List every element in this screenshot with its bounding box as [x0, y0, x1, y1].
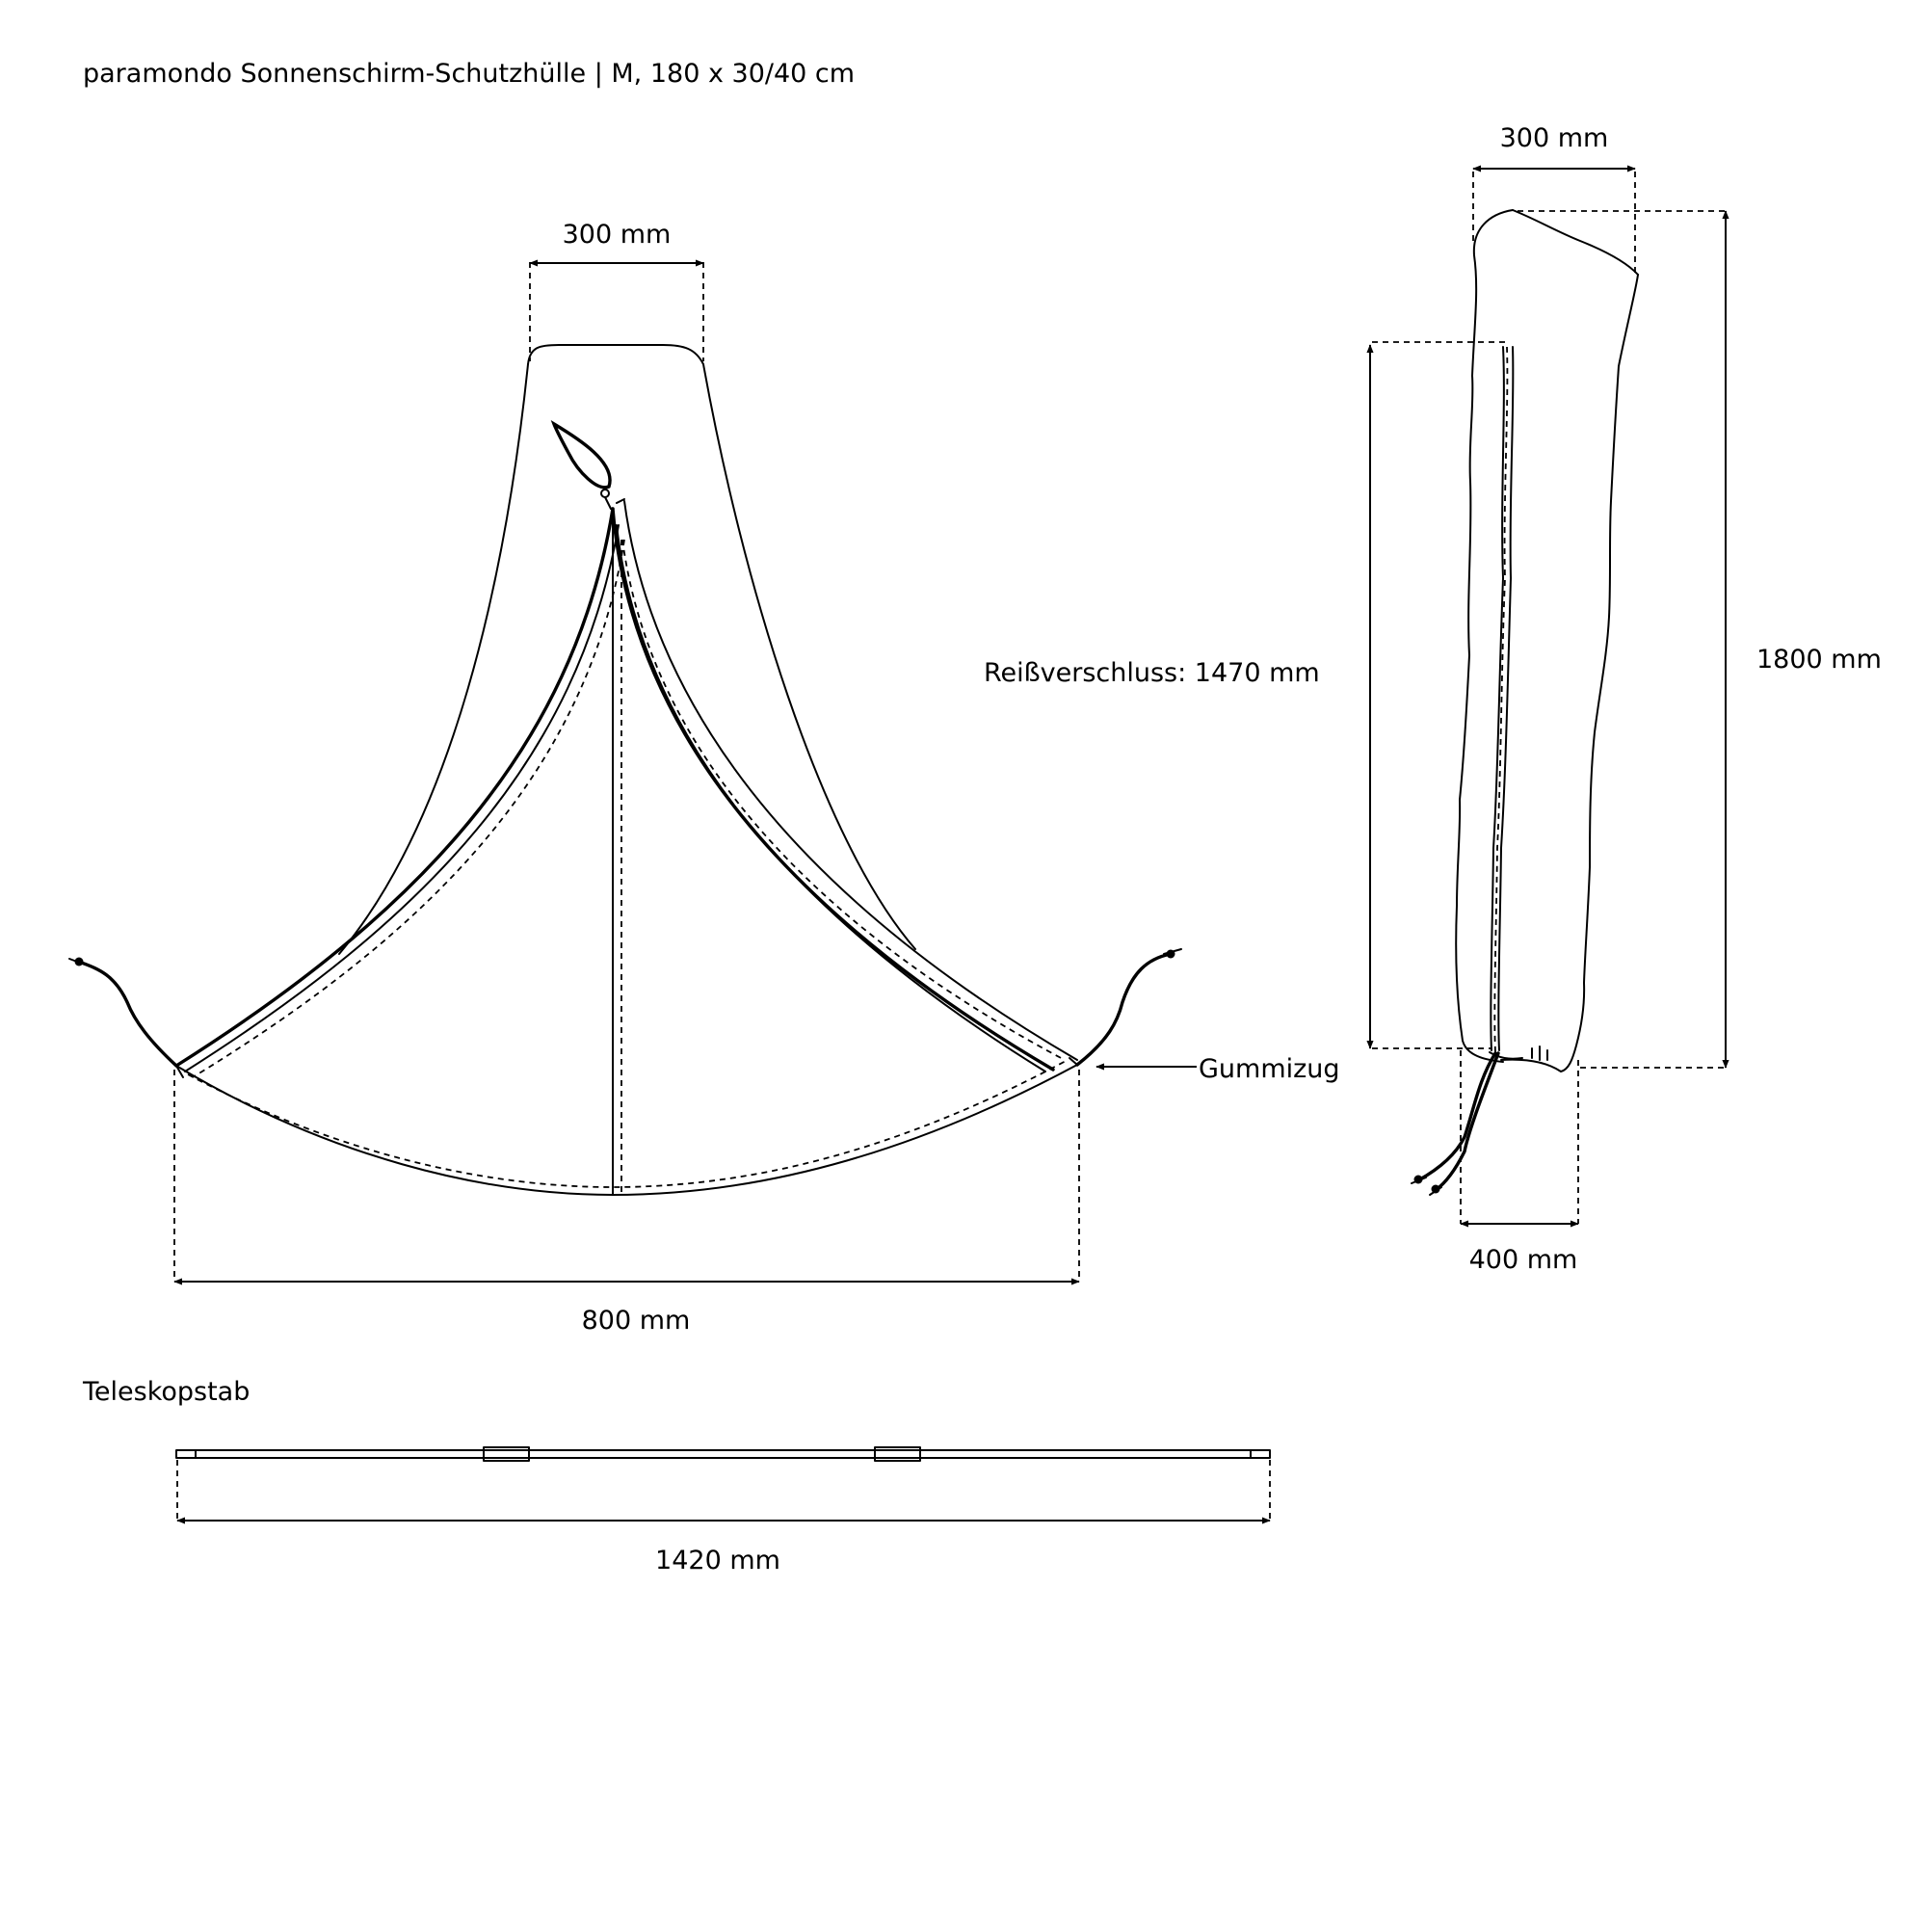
- drawstring-right: [1077, 954, 1171, 1065]
- side-outline: [1456, 210, 1513, 1062]
- side-bottom-width-label: 400 mm: [1468, 1245, 1578, 1275]
- rod-length-label: 1420 mm: [655, 1546, 780, 1575]
- elastic-label: Gummizug: [1199, 1054, 1340, 1084]
- rod-body: [176, 1450, 1270, 1458]
- left-zipper-edge: [176, 509, 613, 1066]
- hanging-loop: [554, 424, 610, 488]
- front-bottom-width-label: 800 mm: [581, 1306, 691, 1336]
- zipper-label: Reißverschluss: 1470 mm: [984, 658, 1320, 688]
- front-top-width-label: 300 mm: [562, 220, 672, 250]
- height-label: 1800 mm: [1756, 645, 1882, 675]
- page-title: paramondo Sonnenschirm-Schutzhülle | M, 180 x 30/40 cm: [83, 59, 856, 89]
- telescopic-rod: [176, 1447, 1270, 1521]
- side-drawstring-1: [1418, 1053, 1495, 1180]
- bottom-hem: [176, 1065, 1077, 1195]
- cover-outline: [528, 345, 915, 949]
- front-dimensions: [174, 262, 1197, 1282]
- side-top-width-label: 300 mm: [1499, 123, 1609, 153]
- side-drawstring-2: [1436, 1053, 1498, 1190]
- front-view-cover: [69, 345, 1181, 1195]
- side-view-cover: [1412, 210, 1638, 1195]
- drawstring-left: [79, 962, 176, 1066]
- cover-left-edge: [339, 364, 528, 954]
- rod-title: Teleskopstab: [83, 1377, 251, 1407]
